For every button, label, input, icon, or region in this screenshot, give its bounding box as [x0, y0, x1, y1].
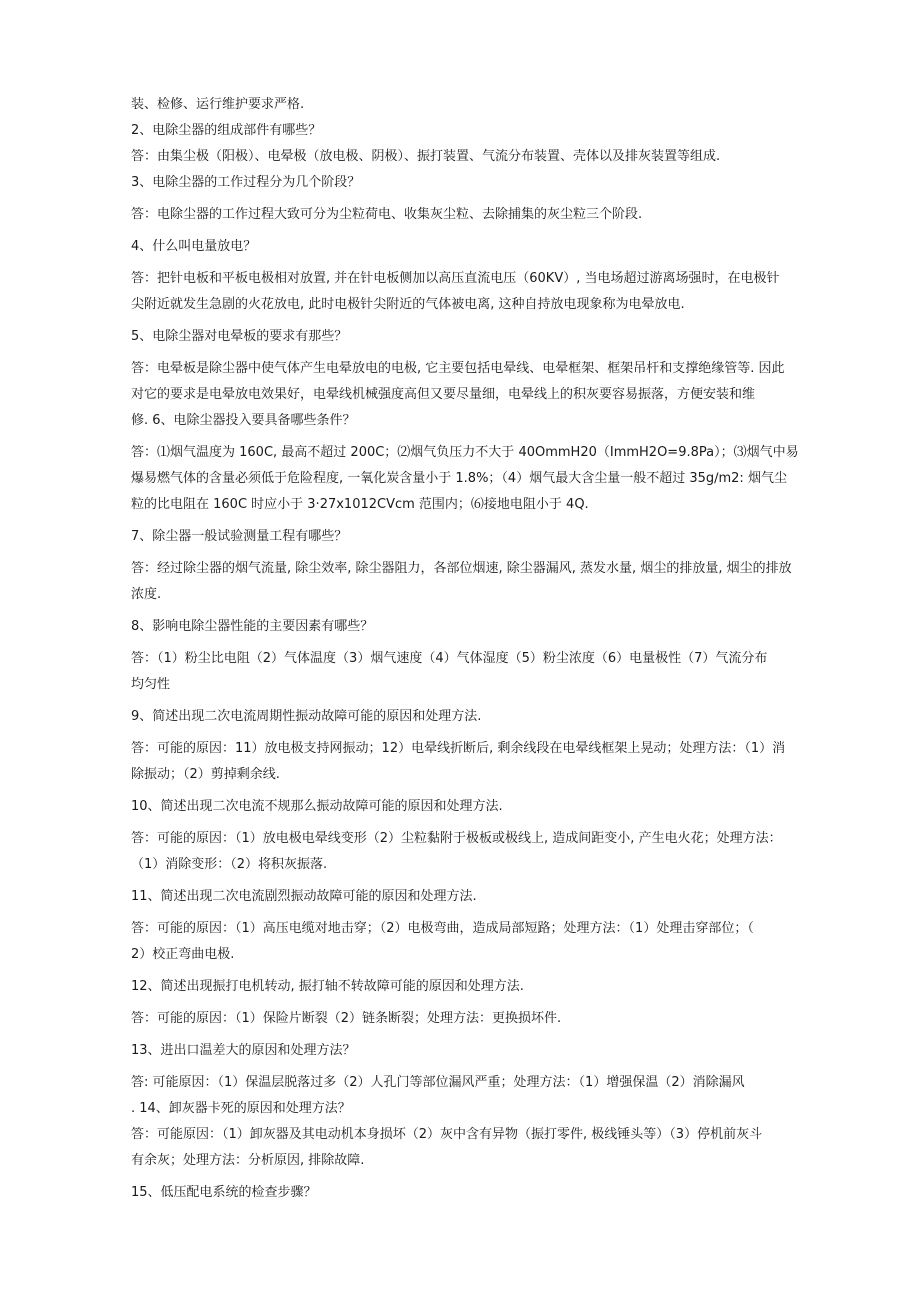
answer-8-line-2: 均匀性 [131, 677, 171, 692]
answer-14-line-2: 有余灰；处理方法：分析原因, 排除故障. [131, 1153, 365, 1168]
question-2: 2、电除尘器的组成部件有哪些？ [131, 123, 322, 138]
answer-6-line-3: 粒的比电阻在 160C 时应小于 3·27x1012CVcm 范围内；⑹接地电阻小于 4Q. [131, 497, 589, 512]
answer-7-line-2: 浓度. [131, 587, 162, 602]
answer-4-line-1: 答：把针电板和平板电极相对放置, 并在针电板侧加以高压直流电压（60KV）, 当电场超过游离场强时，在电极针 [131, 271, 780, 286]
question-7: 7、除尘器一般试验测量工程有哪些？ [131, 529, 348, 544]
question-8: 8、影响电除尘器性能的主要因素有哪些？ [131, 619, 374, 634]
answer-5-line-1: 答：电晕板是除尘器中使气体产生电晕放电的电极, 它主要包括电晕线、电晕框架、框架吊杆和支撑绝缘管等. 因此 [131, 361, 785, 376]
question-4: 4、什么叫电量放电？ [131, 239, 257, 254]
answer-7-line-1: 答：经过除尘器的烟气流量, 除尘效率, 除尘器阻力，各部位烟速, 除尘器漏风, 蒸发水量, 烟尘的排放量, 烟尘的排放 [131, 561, 792, 576]
answer-6-line-1: 答：⑴烟气温度为 160C, 最高不超过 200C；⑵烟气负压力不大于 40OmmH20（ImmH2O=9.8Pa）；⑶烟气中易 [131, 445, 799, 460]
answer-4-line-2: 尖附近就发生急剧的火花放电, 此时电极针尖附近的气体被电离, 这种自持放电现象称为电晕放电. [131, 297, 685, 312]
question-13: 13、进出口温差大的原因和处理方法？ [131, 1043, 356, 1058]
answer-11-line-1: 答：可能的原因：（1）高压电缆对地击穿；（2）电极弯曲，造成局部短路；处理方法：（1）处理击穿部位；（ [131, 921, 754, 936]
answer-10-line-2: （1）消除变形：（2）将积灰振落. [131, 857, 328, 872]
answer-6-line-2: 爆易燃气体的含量必须低于危险程度, 一氧化炭含量小于 1.8%；（4）烟气最大含尘量一般不超过 35g∕m2: 烟气尘 [131, 471, 787, 486]
document-page [131, 92, 801, 1206]
answer-12: 答：可能的原因：（1）保险片断裂（2）链条断裂；处理方法：更换损坏件. [131, 1011, 562, 1026]
answer-2: 答：由集尘极（阳极）、电晕极（放电极、阴极）、振打装置、气流分布装置、壳体以及排灰装置等组成. [131, 149, 721, 164]
answer-9-line-2: 除振动；（2）剪掉剩余线. [131, 767, 280, 782]
question-12: 12、简述出现振打电机转动, 振打轴不转故障可能的原因和处理方法. [131, 979, 524, 994]
answer-9-line-1: 答：可能的原因：11）放电极支持网振动；12）电晕线折断后, 剩余线段在电晕线框架上晃动；处理方法：（1）消 [131, 741, 786, 756]
question-14: . 14、卸灰器卡死的原因和处理方法？ [131, 1101, 351, 1116]
answer-5-line-3: 修. 6、电除尘器投入要具备哪些条件？ [131, 413, 356, 428]
question-3: 3、电除尘器的工作过程分为几个阶段？ [131, 175, 361, 190]
text-line: 装、检修、运行维护要求严格. [131, 97, 305, 112]
question-11: 11、简述出现二次电流剧烈振动故障可能的原因和处理方法. [131, 889, 477, 904]
question-15: 15、低压配电系统的检查步骤？ [131, 1185, 317, 1200]
answer-8-line-1: 答：（1）粉尘比电阻（2）气体温度（3）烟气速度（4）气体湿度（5）粉尘浓度（6）电量极性（7）气流分布 [131, 651, 768, 666]
question-9: 9、简述出现二次电流周期性振动故障可能的原因和处理方法. [131, 709, 482, 724]
question-5: 5、电除尘器对电晕板的要求有那些？ [131, 329, 348, 344]
answer-3: 答：电除尘器的工作过程大致可分为尘粒荷电、收集灰尘粒、去除捕集的灰尘粒三个阶段. [131, 207, 643, 222]
answer-10-line-1: 答：可能的原因：（1）放电极电晕线变形（2）尘粒黏附于极板或极线上, 造成间距变小, 产生电火花；处理方法： [131, 831, 782, 846]
answer-13-line-1: 答: 可能原因：（1）保温层脱落过多（2）人孔门等部位漏风严重；处理方法：（1）增强保温（2）消除漏风 [131, 1075, 745, 1090]
question-10: 10、简述出现二次电流不规那么振动故障可能的原因和处理方法. [131, 799, 503, 814]
answer-14-line-1: 答：可能原因：（1）卸灰器及其电动机本身损坏（2）灰中含有异物（振打零件, 极线锤头等）（3）停机前灰斗 [131, 1127, 763, 1142]
answer-5-line-2: 对它的要求是电晕放电效果好，电晕线机械强度高但又要尽量细，电晕线上的积灰要容易振落，方便安装和维 [131, 387, 756, 402]
answer-11-line-2: 2）校正弯曲电极. [131, 947, 235, 962]
